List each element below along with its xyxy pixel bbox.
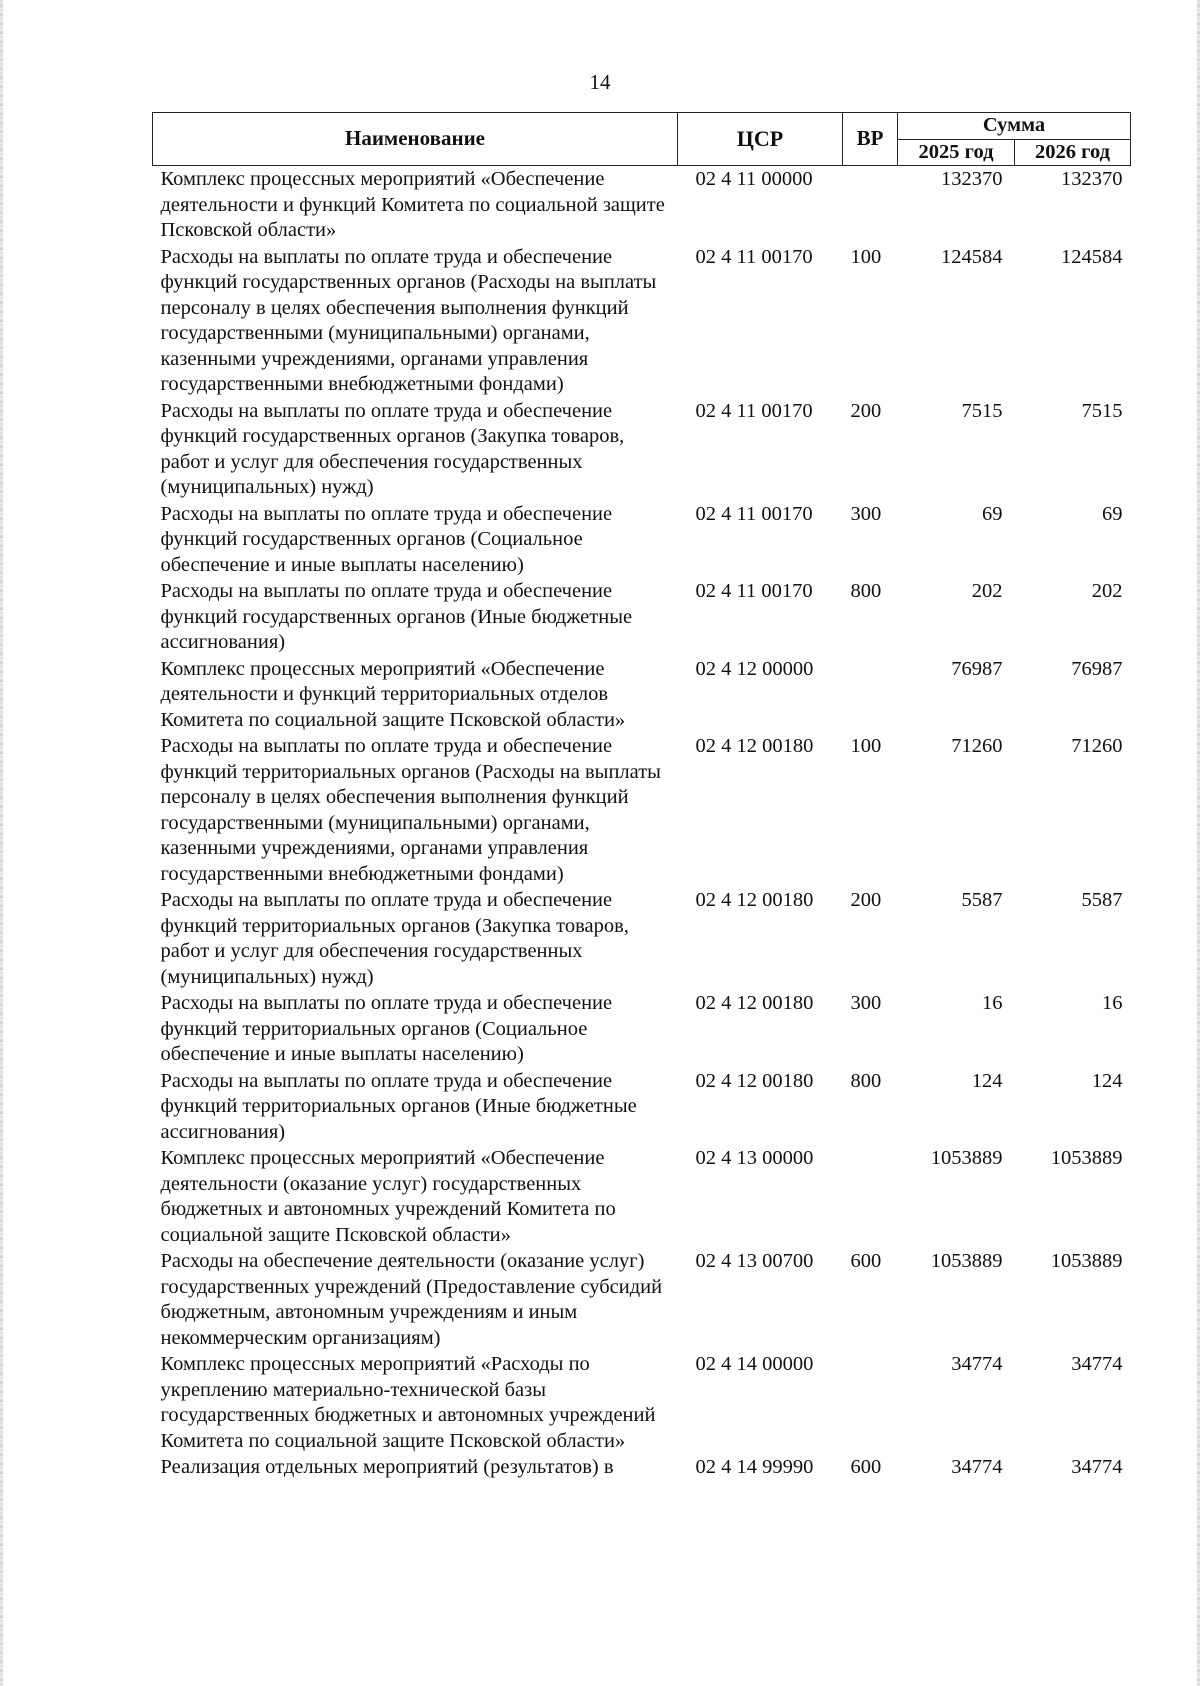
cell-2026: 71260 — [1071, 735, 1123, 757]
table-row — [153, 1145, 1131, 1248]
cell-vr: 800 — [850, 1069, 882, 1092]
table-header — [153, 113, 1131, 166]
cell-2025: 1053889 — [930, 1250, 1003, 1272]
cell-csr: 02 4 12 00180 — [695, 735, 814, 757]
cell-2026: 5587 — [1081, 889, 1123, 911]
cell-2025: 34774 — [951, 1353, 1003, 1375]
cell-2025: 76987 — [951, 657, 1003, 680]
cell-vr: 300 — [850, 502, 882, 525]
cell-name: Расходы на выплаты по оплате труда и обеспечение функций государственных органов (Закупка товаров, работ и услуг для обеспечения государственных (муниципальных) нужд) — [160, 399, 625, 498]
table-row — [153, 887, 1131, 990]
cell-name: Комплекс процессных мероприятий «Обеспечение деятельности (оказание услуг) государственных бюджетных и автономных учреждений Комитета по социальной защите Псковской области» — [160, 1147, 616, 1246]
cell-name: Комплекс процессных мероприятий «Расходы по укреплению материально-технической базы государственных бюджетных и автономных учреждений Комитета по социальной защите Псковской области» — [160, 1353, 656, 1452]
cell-vr: 800 — [850, 580, 882, 602]
cell-vr: 100 — [850, 245, 882, 268]
cell-csr: 02 4 14 00000 — [695, 1353, 814, 1375]
cell-name: Расходы на выплаты по оплате труда и обеспечение функций территориальных органов (Социальное обеспечение и иные выплаты населению) — [160, 992, 613, 1065]
table-row — [153, 656, 1131, 734]
scan-edge-left — [0, 0, 3, 1686]
table-row — [153, 1351, 1131, 1454]
cell-csr: 02 4 12 00180 — [695, 992, 814, 1014]
cell-name: Реализация отдельных мероприятий (результатов) в — [160, 1456, 614, 1478]
cell-2026: 7515 — [1081, 399, 1123, 422]
cell-2026: 34774 — [1071, 1353, 1123, 1375]
table-row — [153, 1248, 1131, 1351]
cell-name: Расходы на выплаты по оплате труда и обеспечение функций государственных органов (Иные бюджетные ассигнования) — [160, 580, 633, 653]
cell-name: Комплекс процессных мероприятий «Обеспечение деятельности и функций территориальных отделов Комитета по социальной защите Псковской области» — [160, 657, 626, 731]
header-name: Наименование — [153, 113, 678, 166]
cell-2026: 69 — [1102, 502, 1123, 525]
cell-csr: 02 4 11 00170 — [695, 245, 813, 268]
cell-2025: 69 — [982, 502, 1003, 525]
header-year-2025: 2025 год — [898, 139, 1015, 166]
header-vr: ВР — [843, 113, 898, 166]
cell-csr: 02 4 11 00000 — [695, 168, 813, 190]
cell-2025: 124 — [971, 1069, 1003, 1092]
cell-2025: 34774 — [951, 1456, 1003, 1478]
cell-csr: 02 4 12 00180 — [695, 889, 814, 911]
table-row — [153, 1068, 1131, 1146]
page-number: 14 — [589, 70, 611, 94]
cell-vr: 600 — [850, 1250, 882, 1272]
cell-csr: 02 4 11 00170 — [695, 399, 813, 422]
cell-vr — [843, 1145, 898, 1248]
cell-csr: 02 4 13 00700 — [695, 1250, 814, 1272]
cell-2025: 132370 — [941, 168, 1003, 190]
header-year-2026: 2026 год — [1015, 139, 1131, 166]
cell-csr: 02 4 13 00000 — [695, 1147, 814, 1169]
cell-vr: 100 — [850, 735, 882, 757]
table-row — [153, 166, 1131, 244]
cell-2025: 71260 — [951, 735, 1003, 757]
cell-2026: 16 — [1102, 992, 1123, 1014]
cell-2026: 132370 — [1061, 168, 1123, 190]
cell-2025: 7515 — [961, 399, 1003, 422]
header-csr: ЦСР — [678, 113, 843, 166]
cell-vr — [843, 1351, 898, 1454]
cell-2026: 76987 — [1071, 657, 1123, 680]
cell-2026: 34774 — [1071, 1456, 1123, 1478]
table-row — [153, 990, 1131, 1068]
cell-vr: 200 — [850, 889, 882, 911]
cell-name: Расходы на выплаты по оплате труда и обеспечение функций территориальных органов (Иные бюджетные ассигнования) — [160, 1069, 637, 1143]
cell-csr: 02 4 11 00170 — [695, 502, 813, 525]
cell-2025: 16 — [982, 992, 1003, 1014]
cell-vr — [843, 656, 898, 734]
table-row — [153, 244, 1131, 398]
cell-2026: 124584 — [1061, 245, 1123, 268]
table-row — [153, 733, 1131, 887]
cell-name: Расходы на выплаты по оплате труда и обеспечение функций государственных органов (Расходы на выплаты персоналу в целях обеспечения выполнения функций государственными (муниципальными) органами, казенными учреждениями, органами управления государственными внебюджетными фондами) — [160, 245, 657, 395]
cell-csr: 02 4 11 00170 — [695, 580, 813, 602]
table-row — [153, 501, 1131, 579]
cell-2025: 124584 — [941, 245, 1003, 268]
cell-name: Расходы на выплаты по оплате труда и обеспечение функций территориальных органов (Закупка товаров, работ и услуг для обеспечения государственных (муниципальных) нужд) — [160, 889, 629, 988]
table-row — [153, 1454, 1131, 1481]
cell-csr: 02 4 14 99990 — [695, 1456, 814, 1478]
cell-2026: 202 — [1091, 580, 1123, 602]
cell-vr — [843, 166, 898, 244]
cell-name: Расходы на обеспечение деятельности (оказание услуг) государственных учреждений (Предоставление субсидий бюджетным, автономным учреждениям и иным некоммерческим организациям) — [160, 1250, 663, 1349]
header-sum: Сумма — [898, 113, 1131, 140]
cell-vr: 200 — [850, 399, 882, 422]
cell-2025: 202 — [971, 580, 1003, 602]
cell-vr: 300 — [850, 992, 882, 1014]
table-row — [153, 578, 1131, 656]
table-row — [153, 398, 1131, 501]
budget-table — [152, 112, 1131, 1481]
cell-name: Расходы на выплаты по оплате труда и обеспечение функций государственных органов (Социальное обеспечение и иные выплаты населению) — [160, 502, 613, 576]
cell-name: Расходы на выплаты по оплате труда и обеспечение функций территориальных органов (Расходы на выплаты персоналу в целях обеспечения выполнения функций государственными (муниципальными) органами, казенными учреждениями, органами управления государственными внебюджетными фондами) — [160, 735, 661, 885]
cell-csr: 02 4 12 00180 — [695, 1069, 814, 1092]
table-body — [153, 166, 1131, 1481]
cell-name: Комплекс процессных мероприятий «Обеспечение деятельности и функций Комитета по социальной защите Псковской области» — [160, 168, 665, 241]
cell-2026: 1053889 — [1050, 1250, 1123, 1272]
cell-2026: 1053889 — [1050, 1147, 1123, 1169]
cell-2026: 124 — [1091, 1069, 1123, 1092]
cell-vr: 600 — [850, 1456, 882, 1478]
cell-2025: 5587 — [961, 889, 1003, 911]
cell-2025: 1053889 — [930, 1147, 1003, 1169]
cell-csr: 02 4 12 00000 — [695, 657, 814, 680]
